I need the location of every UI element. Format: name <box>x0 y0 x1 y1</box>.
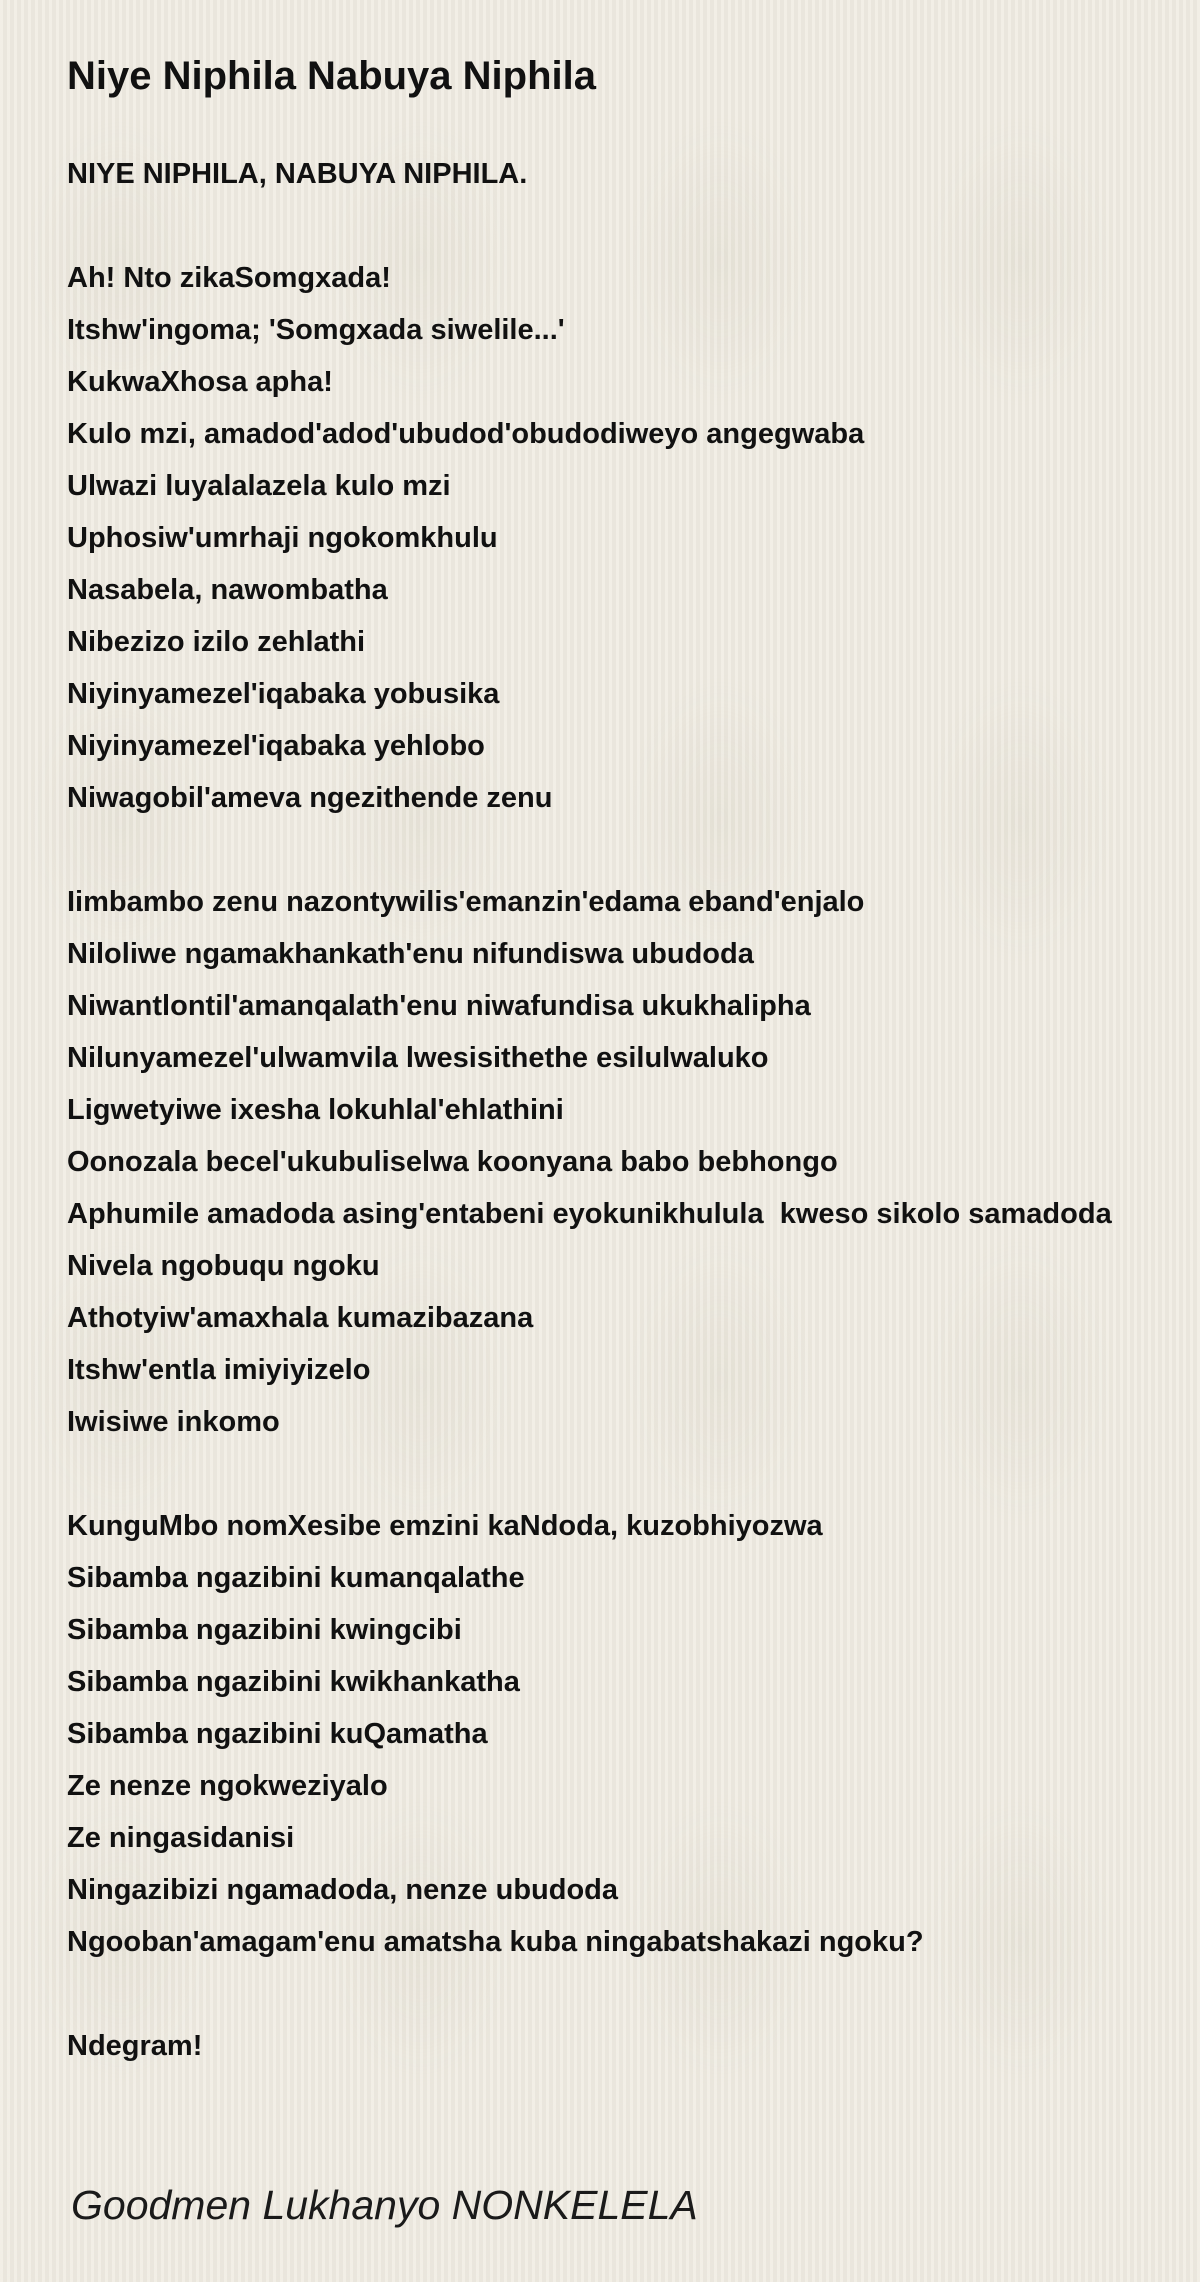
poem-line: Niloliwe ngamakhankath'enu nifundiswa ubudoda <box>67 938 754 970</box>
poem-line: Sibamba ngazibini kwikhankatha <box>67 1666 520 1698</box>
poem-line: Itshw'ingoma; 'Somgxada siwelile...' <box>67 314 565 346</box>
poem-line: KunguMbo nomXesibe emzini kaNdoda, kuzobhiyozwa <box>67 1510 823 1542</box>
poem-line: Itshw'entla imiyiyizelo <box>67 1354 371 1386</box>
poem-line: Athotyiw'amaxhala kumazibazana <box>67 1302 534 1334</box>
poem-line: Nilunyamezel'ulwamvila lwesisithethe esilulwaluko <box>67 1042 769 1074</box>
poem-line: Sibamba ngazibini kumanqalathe <box>67 1562 525 1594</box>
poem-line: Sibamba ngazibini kwingcibi <box>67 1614 462 1646</box>
poem-line: Ulwazi luyalalazela kulo mzi <box>67 470 451 502</box>
poem-line: Aphumile amadoda asing'entabeni eyokunikhulula kweso sikolo samadoda <box>67 1198 1112 1230</box>
poem-line: Iimbambo zenu nazontywilis'emanzin'edama eband'enjalo <box>67 886 865 918</box>
poem-line: KukwaXhosa apha! <box>67 366 333 398</box>
poem-line: Niwantlontil'amanqalath'enu niwafundisa ukukhalipha <box>67 990 811 1022</box>
poem-body <box>67 148 1200 2072</box>
poem-line: Ligwetyiwe ixesha lokuhlal'ehlathini <box>67 1094 564 1126</box>
poem-line: Iwisiwe inkomo <box>67 1406 280 1438</box>
poem-line: Nivela ngobuqu ngoku <box>67 1250 380 1282</box>
poem-author: Goodmen Lukhanyo NONKELELA <box>71 2182 698 2228</box>
poem-line: Nibezizo izilo zehlathi <box>67 626 366 658</box>
poem-line: Ngooban'amagam'enu amatsha kuba ningabatshakazi ngoku? <box>67 1926 924 1958</box>
poem-line: Kulo mzi, amadod'adod'ubudod'obudodiweyo angegwaba <box>67 418 865 450</box>
stanza-break <box>67 1448 1200 1500</box>
poem-line: Ah! Nto zikaSomgxada! <box>67 262 391 294</box>
poem-line: Nasabela, nawombatha <box>67 574 388 606</box>
poem-line: Sibamba ngazibini kuQamatha <box>67 1718 488 1750</box>
poem-line: Ndegram! <box>67 2030 203 2062</box>
poem-line: Niwagobil'ameva ngezithende zenu <box>67 782 553 814</box>
poem-title: Niye Niphila Nabuya Niphila <box>67 54 597 98</box>
poem-line: Ze nenze ngokweziyalo <box>67 1770 388 1802</box>
poem-line: Niyinyamezel'iqabaka yehlobo <box>67 730 485 762</box>
poem-line: Ningazibizi ngamadoda, nenze ubudoda <box>67 1874 619 1906</box>
poem-line: Ze ningasidanisi <box>67 1822 295 1854</box>
poem-line: Niyinyamezel'iqabaka yobusika <box>67 678 500 710</box>
stanza-break <box>67 824 1200 876</box>
poem-line: Uphosiw'umrhaji ngokomkhulu <box>67 522 498 554</box>
stanza-break <box>67 1968 1200 2020</box>
poem-line: Oonozala becel'ukubuliselwa koonyana babo bebhongo <box>67 1146 838 1178</box>
stanza-break <box>67 200 1200 252</box>
poem-line: NIYE NIPHILA, NABUYA NIPHILA. <box>67 158 528 190</box>
